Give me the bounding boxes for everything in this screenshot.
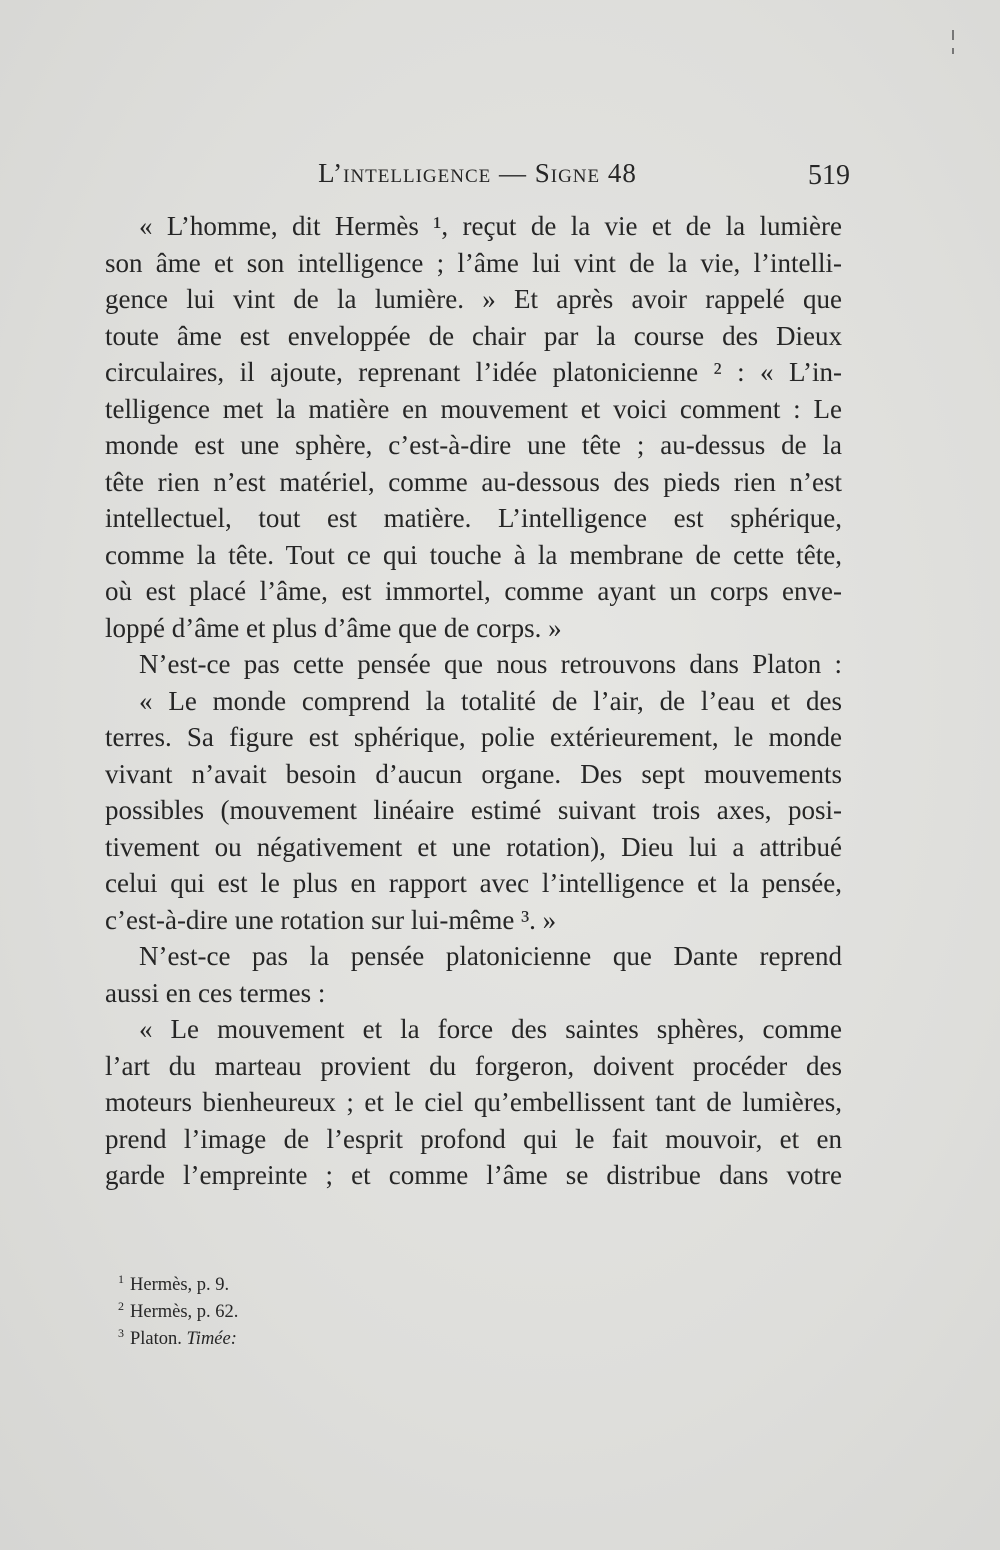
text-line: gence lui vint de la lumière. » Et après avoir rappelé que — [105, 284, 842, 314]
text-line: toute âme est enveloppée de chair par la course des Dieux — [105, 320, 842, 351]
text-line: vivant n’avait besoin d’aucun organe. Des sept mouvements — [105, 758, 842, 789]
edge-mark — [952, 30, 954, 40]
body-text — [105, 208, 842, 1194]
text-line: prend l’image de l’esprit profond qui le fait mouvoir, et en — [105, 1123, 842, 1154]
page-header — [105, 158, 850, 198]
footnote-text: Platon. — [130, 1329, 187, 1350]
edge-mark — [952, 48, 954, 54]
text-line: possibles (mouvement linéaire estimé suivant trois axes, posi- — [105, 795, 842, 825]
running-title: L’intelligence — Signe 48 — [318, 158, 637, 188]
text-line: telligence met la matière en mouvement et voici comment : Le — [105, 393, 842, 424]
text-line: garde l’empreinte ; et comme l’âme se distribue dans votre — [105, 1160, 842, 1190]
text-line: tivement ou négativement et une rotation), Dieu lui a attribué — [105, 831, 842, 862]
text-line: l’art du marteau provient du forgeron, doivent procéder des — [105, 1050, 842, 1081]
footnote — [118, 1320, 518, 1350]
text-line: c’est-à-dire une rotation sur lui-même ³. » — [105, 904, 557, 935]
footnote-mark: 1 — [118, 1272, 124, 1286]
text-line: « Le mouvement et la force des saintes sphères, comme — [139, 1014, 842, 1044]
footnote — [118, 1293, 518, 1323]
text-line: « L’homme, dit Hermès ¹, reçut de la vie et de la lumière — [139, 211, 842, 241]
page-number: 519 — [808, 160, 850, 191]
text-line: N’est-ce pas cette pensée que nous retrouvons dans Platon : — [139, 649, 842, 679]
footnote-mark: 2 — [118, 1299, 124, 1313]
footnotes — [118, 1266, 518, 1350]
text-line: tête rien n’est matériel, comme au-dessous des pieds rien n’est — [105, 466, 842, 497]
text-line: celui qui est le plus en rapport avec l’intelligence et la pensée, — [105, 868, 842, 898]
text-line: aussi en ces termes : — [105, 977, 326, 1008]
footnote-text: Hermès, p. 9. — [130, 1275, 230, 1296]
text-line: monde est une sphère, c’est-à-dire une tête ; au-dessus de la — [105, 430, 842, 460]
footnote-italic-title: Timée: — [186, 1329, 237, 1350]
footnote — [118, 1266, 518, 1296]
footnote-text: Hermès, p. 62. — [130, 1302, 239, 1323]
footnote-mark: 3 — [118, 1326, 124, 1340]
text-line: son âme et son intelligence ; l’âme lui vint de la vie, l’intelli- — [105, 247, 842, 278]
text-line: terres. Sa figure est sphérique, polie extérieurement, le monde — [105, 722, 842, 752]
text-line: comme la tête. Tout ce qui touche à la membrane de cette tête, — [105, 539, 842, 570]
text-line: loppé d’âme et plus d’âme que de corps. » — [105, 612, 562, 643]
text-line: où est placé l’âme, est immortel, comme ayant un corps enve- — [105, 576, 842, 606]
text-line: intellectuel, tout est matière. L’intelligence est sphérique, — [105, 503, 842, 533]
text-line: moteurs bienheureux ; et le ciel qu’embellissent tant de lumières, — [105, 1087, 842, 1117]
text-line: « Le monde comprend la totalité de l’air, de l’eau et des — [139, 685, 842, 716]
text-line: circulaires, il ajoute, reprenant l’idée platonicienne ² : « L’in- — [105, 357, 842, 387]
text-line: N’est-ce pas la pensée platonicienne que Dante reprend — [139, 941, 842, 971]
